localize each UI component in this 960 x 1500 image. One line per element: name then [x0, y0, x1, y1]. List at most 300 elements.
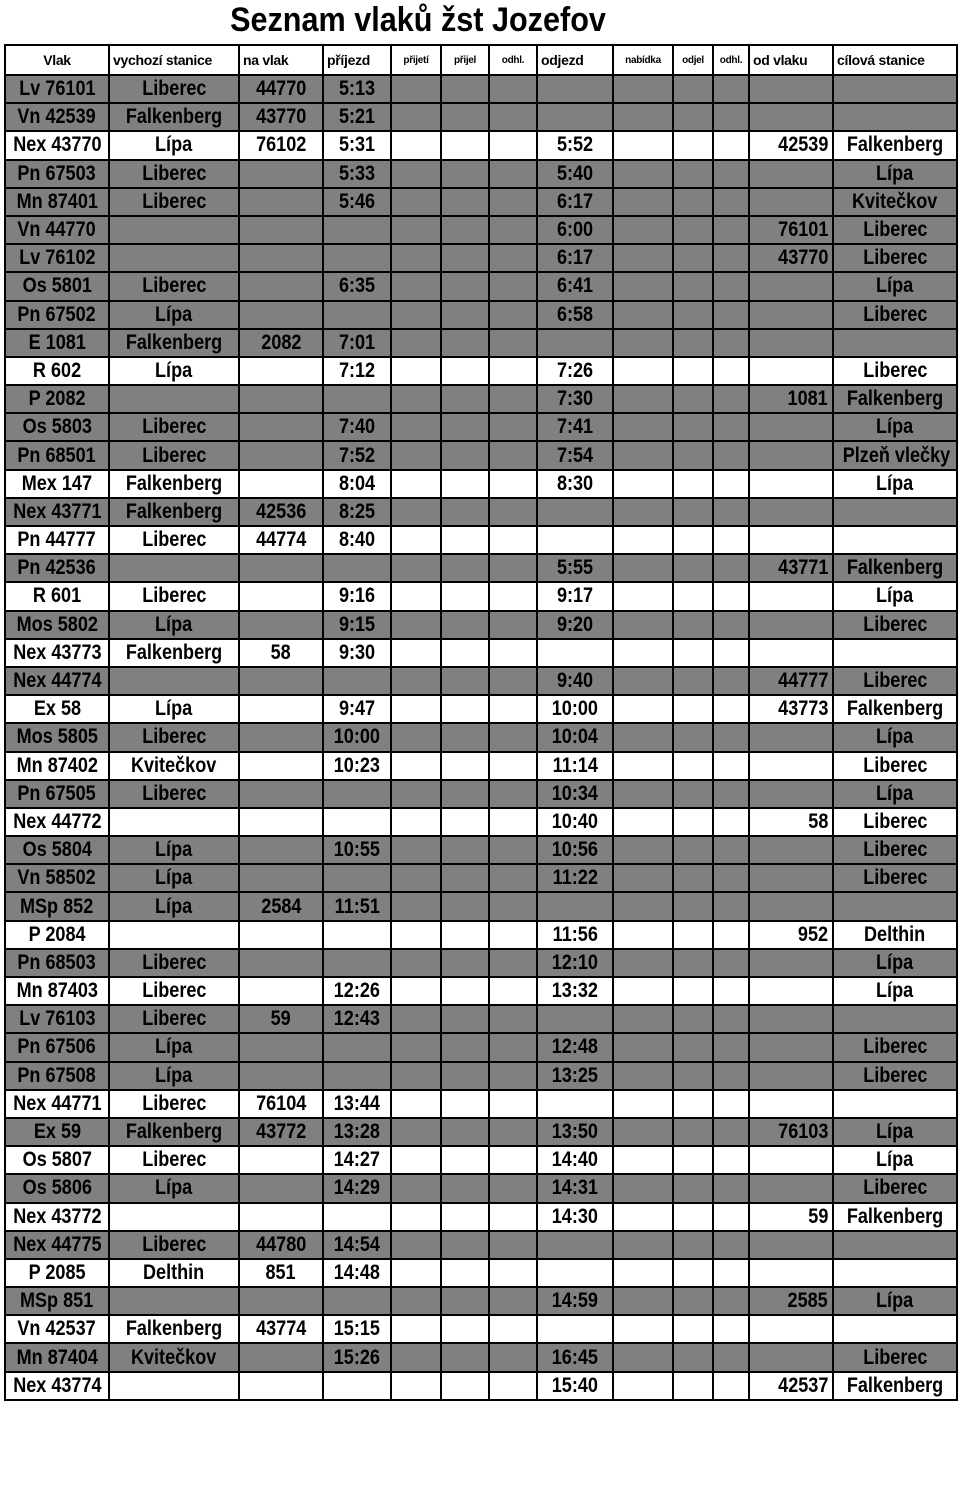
cell-cilova-stanice — [833, 160, 957, 188]
cell-odhl-departure — [713, 329, 749, 357]
cell-na-vlak — [239, 470, 323, 498]
cell-prijel — [441, 244, 489, 272]
cell-na-vlak — [239, 1118, 323, 1146]
cell-odjezd — [537, 357, 613, 385]
cell-odjezd-text: 14:59 — [551, 1289, 599, 1313]
cell-prijezd — [323, 357, 391, 385]
cell-odjezd — [537, 611, 613, 639]
cell-prijeti — [391, 498, 441, 526]
cell-vlak — [5, 949, 109, 977]
cell-cilova-stanice — [833, 1005, 957, 1033]
cell-prijel — [441, 921, 489, 949]
cell-nabidka — [613, 216, 673, 244]
cell-odhl-departure — [713, 667, 749, 695]
cell-na-vlak-text: 58 — [270, 640, 292, 664]
cell-na-vlak-text: 43770 — [255, 105, 307, 129]
cell-od-vlaku — [749, 301, 833, 329]
cell-odjel — [673, 1090, 713, 1118]
cell-odjezd-text: 6:41 — [556, 274, 594, 298]
cell-cilova-stanice — [833, 216, 957, 244]
cell-prijel — [441, 554, 489, 582]
cell-od-vlaku — [749, 1090, 833, 1118]
cell-prijezd — [323, 695, 391, 723]
cell-vlak-text: Pn 67505 — [17, 781, 97, 805]
cell-prijel — [441, 695, 489, 723]
cell-prijezd-text: 7:01 — [338, 330, 376, 354]
cell-prijezd — [323, 1343, 391, 1371]
cell-odhl-arrival — [489, 808, 537, 836]
cell-na-vlak-text: 44770 — [255, 77, 307, 101]
cell-vlak-text: Os 5806 — [22, 1176, 92, 1200]
table-row — [5, 131, 957, 159]
header-prijel: přijel — [441, 45, 489, 75]
cell-nabidka — [613, 1343, 673, 1371]
cell-vlak — [5, 385, 109, 413]
cell-prijezd-text: 12:26 — [333, 979, 381, 1003]
cell-od-vlaku — [749, 864, 833, 892]
cell-od-vlaku — [749, 160, 833, 188]
cell-vychozi-stanice — [109, 752, 239, 780]
cell-odjezd — [537, 752, 613, 780]
cell-prijezd — [323, 1062, 391, 1090]
cell-cilova-stanice — [833, 1062, 957, 1090]
cell-vychozi-stanice — [109, 1343, 239, 1371]
cell-odjel — [673, 582, 713, 610]
cell-vychozi-stanice — [109, 695, 239, 723]
cell-odjezd-text: 14:31 — [551, 1176, 599, 1200]
cell-odjezd-text: 8:30 — [556, 471, 594, 495]
cell-prijezd — [323, 667, 391, 695]
cell-prijezd — [323, 188, 391, 216]
cell-prijezd — [323, 103, 391, 131]
cell-vychozi-stanice — [109, 1062, 239, 1090]
cell-prijezd-text: 8:25 — [338, 499, 376, 523]
cell-nabidka — [613, 554, 673, 582]
cell-vlak — [5, 1033, 109, 1061]
cell-vlak-text: P 2085 — [28, 1260, 86, 1284]
table-row — [5, 1315, 957, 1343]
cell-odhl-departure — [713, 1203, 749, 1231]
cell-vychozi-stanice — [109, 780, 239, 808]
cell-nabidka — [613, 160, 673, 188]
cell-odhl-departure — [713, 272, 749, 300]
cell-odjezd-text: 7:41 — [556, 415, 594, 439]
table-row — [5, 441, 957, 469]
cell-na-vlak — [239, 526, 323, 554]
cell-vlak — [5, 1372, 109, 1400]
cell-nabidka — [613, 1062, 673, 1090]
cell-na-vlak — [239, 301, 323, 329]
cell-cilova-stanice — [833, 1372, 957, 1400]
cell-cilova-stanice-text: Liberec — [862, 669, 928, 693]
cell-vlak — [5, 695, 109, 723]
cell-odjezd-text: 5:52 — [556, 133, 594, 157]
cell-vlak — [5, 1259, 109, 1287]
cell-odhl-arrival — [489, 1005, 537, 1033]
cell-odhl-departure — [713, 836, 749, 864]
table-row — [5, 1033, 957, 1061]
cell-odhl-arrival — [489, 949, 537, 977]
cell-prijeti — [391, 1062, 441, 1090]
cell-prijel — [441, 723, 489, 751]
cell-odhl-arrival — [489, 526, 537, 554]
cell-odjezd — [537, 864, 613, 892]
cell-od-vlaku — [749, 611, 833, 639]
cell-vlak — [5, 1062, 109, 1090]
table-row — [5, 1372, 957, 1400]
cell-vychozi-stanice — [109, 131, 239, 159]
cell-prijeti — [391, 977, 441, 1005]
cell-cilova-stanice — [833, 1287, 957, 1315]
cell-na-vlak — [239, 808, 323, 836]
cell-prijel — [441, 1062, 489, 1090]
cell-cilova-stanice-text: Falkenberg — [846, 1373, 944, 1397]
cell-odjezd — [537, 385, 613, 413]
cell-odjezd — [537, 1174, 613, 1202]
cell-odjezd-text: 6:17 — [556, 246, 594, 270]
cell-prijezd-text: 8:40 — [338, 528, 376, 552]
cell-odhl-departure — [713, 921, 749, 949]
cell-nabidka — [613, 1033, 673, 1061]
cell-cilova-stanice — [833, 244, 957, 272]
cell-vychozi-stanice-text: Delthin — [143, 1260, 205, 1284]
cell-prijezd-text: 5:33 — [338, 161, 376, 185]
cell-vychozi-stanice — [109, 611, 239, 639]
cell-odjel — [673, 103, 713, 131]
cell-vychozi-stanice-text: Liberec — [141, 274, 207, 298]
cell-nabidka — [613, 1231, 673, 1259]
cell-prijeti — [391, 1090, 441, 1118]
cell-prijeti — [391, 272, 441, 300]
cell-vlak — [5, 667, 109, 695]
cell-odjezd-text: 9:40 — [556, 669, 594, 693]
cell-odjezd-text: 14:40 — [551, 1148, 599, 1172]
cell-odjel — [673, 667, 713, 695]
cell-odhl-arrival — [489, 188, 537, 216]
cell-na-vlak — [239, 385, 323, 413]
cell-odhl-departure — [713, 1033, 749, 1061]
cell-odhl-arrival — [489, 75, 537, 103]
cell-prijezd — [323, 385, 391, 413]
cell-odhl-arrival — [489, 977, 537, 1005]
cell-prijeti — [391, 1287, 441, 1315]
cell-cilova-stanice — [833, 921, 957, 949]
cell-odhl-arrival — [489, 723, 537, 751]
table-row — [5, 752, 957, 780]
cell-odhl-departure — [713, 385, 749, 413]
cell-odhl-departure — [713, 1372, 749, 1400]
cell-prijel — [441, 611, 489, 639]
cell-nabidka — [613, 582, 673, 610]
cell-odjezd — [537, 441, 613, 469]
cell-odhl-arrival — [489, 554, 537, 582]
cell-od-vlaku — [749, 949, 833, 977]
cell-prijezd-text: 9:15 — [338, 612, 376, 636]
cell-odjezd-text: 13:32 — [551, 979, 599, 1003]
cell-prijel — [441, 780, 489, 808]
cell-na-vlak — [239, 780, 323, 808]
cell-nabidka — [613, 103, 673, 131]
cell-nabidka — [613, 131, 673, 159]
cell-prijezd-text: 14:48 — [333, 1260, 381, 1284]
cell-odhl-departure — [713, 1118, 749, 1146]
cell-nabidka — [613, 949, 673, 977]
cell-vychozi-stanice-text: Falkenberg — [125, 640, 223, 664]
cell-odjel — [673, 498, 713, 526]
cell-odhl-departure — [713, 582, 749, 610]
cell-odjezd — [537, 160, 613, 188]
cell-od-vlaku-text: 2585 — [787, 1289, 828, 1313]
cell-odjel — [673, 611, 713, 639]
cell-prijel — [441, 329, 489, 357]
cell-cilova-stanice-text: Liberec — [862, 218, 928, 242]
cell-vychozi-stanice — [109, 977, 239, 1005]
cell-odjel — [673, 244, 713, 272]
cell-vychozi-stanice — [109, 441, 239, 469]
cell-prijeti — [391, 441, 441, 469]
table-row — [5, 1090, 957, 1118]
cell-prijezd — [323, 611, 391, 639]
cell-prijezd-text: 14:27 — [333, 1148, 381, 1172]
cell-odhl-departure — [713, 864, 749, 892]
cell-na-vlak — [239, 1259, 323, 1287]
cell-odhl-departure — [713, 75, 749, 103]
cell-prijeti — [391, 1315, 441, 1343]
cell-prijel — [441, 272, 489, 300]
cell-odjezd-text: 11:14 — [552, 753, 598, 777]
cell-odjezd-text: 13:25 — [551, 1063, 599, 1087]
cell-odjezd — [537, 582, 613, 610]
cell-vlak — [5, 1343, 109, 1371]
cell-na-vlak — [239, 723, 323, 751]
cell-prijezd-text: 14:54 — [333, 1232, 381, 1256]
cell-odjel — [673, 272, 713, 300]
cell-odjel — [673, 1174, 713, 1202]
cell-od-vlaku — [749, 131, 833, 159]
cell-vychozi-stanice — [109, 329, 239, 357]
cell-vychozi-stanice — [109, 244, 239, 272]
cell-vlak — [5, 836, 109, 864]
cell-vlak-text: Os 5801 — [22, 274, 92, 298]
header-row — [5, 45, 957, 75]
cell-vychozi-stanice — [109, 892, 239, 920]
cell-vlak-text: Vn 58502 — [17, 866, 97, 890]
cell-cilova-stanice-text: Liberec — [862, 1035, 928, 1059]
table-row — [5, 667, 957, 695]
cell-vlak-text: Pn 67508 — [17, 1063, 97, 1087]
cell-prijeti — [391, 921, 441, 949]
cell-vlak — [5, 977, 109, 1005]
cell-prijel — [441, 864, 489, 892]
cell-prijeti — [391, 892, 441, 920]
cell-od-vlaku — [749, 554, 833, 582]
cell-odjel — [673, 75, 713, 103]
cell-nabidka — [613, 864, 673, 892]
cell-cilova-stanice — [833, 498, 957, 526]
cell-cilova-stanice — [833, 75, 957, 103]
cell-prijel — [441, 216, 489, 244]
cell-odjel — [673, 864, 713, 892]
cell-prijezd — [323, 921, 391, 949]
table-row — [5, 498, 957, 526]
cell-na-vlak — [239, 1062, 323, 1090]
cell-odjezd — [537, 780, 613, 808]
cell-prijezd — [323, 216, 391, 244]
cell-vlak — [5, 329, 109, 357]
cell-vlak-text: Mn 87404 — [16, 1345, 98, 1369]
cell-odhl-departure — [713, 1343, 749, 1371]
table-row — [5, 1146, 957, 1174]
cell-od-vlaku — [749, 103, 833, 131]
cell-vlak-text: Lv 76103 — [18, 1007, 96, 1031]
cell-vlak-text: Mex 147 — [21, 471, 93, 495]
cell-vychozi-stanice — [109, 949, 239, 977]
cell-cilova-stanice — [833, 780, 957, 808]
cell-prijel — [441, 160, 489, 188]
cell-prijeti — [391, 1005, 441, 1033]
cell-odjezd-text: 10:34 — [551, 781, 599, 805]
cell-cilova-stanice-text: Lípa — [876, 1148, 914, 1172]
cell-vlak — [5, 188, 109, 216]
cell-vlak — [5, 498, 109, 526]
cell-vlak-text: Nex 44775 — [13, 1232, 102, 1256]
cell-vychozi-stanice — [109, 582, 239, 610]
cell-vlak — [5, 526, 109, 554]
cell-od-vlaku — [749, 470, 833, 498]
table-row — [5, 272, 957, 300]
cell-odjezd-text: 6:58 — [556, 302, 594, 326]
cell-vychozi-stanice-text: Liberec — [141, 528, 207, 552]
table-row — [5, 582, 957, 610]
cell-vlak-text: Pn 67506 — [17, 1035, 97, 1059]
cell-odjel — [673, 216, 713, 244]
cell-nabidka — [613, 75, 673, 103]
cell-cilova-stanice-text: Liberec — [862, 1176, 928, 1200]
cell-odhl-departure — [713, 1315, 749, 1343]
cell-vychozi-stanice-text: Lípa — [155, 133, 193, 157]
table-row — [5, 808, 957, 836]
cell-nabidka — [613, 1146, 673, 1174]
cell-na-vlak — [239, 75, 323, 103]
cell-nabidka — [613, 1118, 673, 1146]
cell-vychozi-stanice — [109, 216, 239, 244]
cell-prijezd-text: 15:15 — [333, 1317, 381, 1341]
cell-prijel — [441, 1231, 489, 1259]
cell-prijezd — [323, 413, 391, 441]
timetable-body — [5, 75, 957, 1400]
cell-vychozi-stanice-text: Falkenberg — [125, 1120, 223, 1144]
cell-cilova-stanice — [833, 131, 957, 159]
cell-vychozi-stanice — [109, 1174, 239, 1202]
cell-prijezd-text: 11:51 — [334, 894, 380, 918]
cell-vlak-text: Pn 42536 — [17, 556, 97, 580]
cell-prijeti — [391, 1174, 441, 1202]
cell-vlak-text: Nex 43772 — [13, 1204, 102, 1228]
cell-odjel — [673, 1372, 713, 1400]
cell-vychozi-stanice-text: Liberec — [141, 979, 207, 1003]
cell-vychozi-stanice-text: Liberec — [141, 161, 207, 185]
cell-odjezd — [537, 1203, 613, 1231]
cell-vychozi-stanice-text: Liberec — [141, 1148, 207, 1172]
cell-na-vlak-text: 42536 — [255, 499, 307, 523]
cell-prijel — [441, 808, 489, 836]
cell-cilova-stanice — [833, 357, 957, 385]
table-row — [5, 357, 957, 385]
cell-od-vlaku — [749, 695, 833, 723]
cell-cilova-stanice — [833, 103, 957, 131]
cell-odjezd — [537, 1372, 613, 1400]
cell-vlak-text: P 2082 — [28, 387, 86, 411]
cell-odhl-arrival — [489, 272, 537, 300]
cell-odjezd — [537, 216, 613, 244]
table-row — [5, 413, 957, 441]
cell-vlak-text: Pn 67502 — [17, 302, 97, 326]
cell-odhl-departure — [713, 188, 749, 216]
cell-odjezd — [537, 1062, 613, 1090]
cell-od-vlaku — [749, 1287, 833, 1315]
cell-prijeti — [391, 1231, 441, 1259]
cell-vlak — [5, 921, 109, 949]
cell-vychozi-stanice-text: Lípa — [155, 838, 193, 862]
cell-odjel — [673, 695, 713, 723]
cell-prijezd — [323, 892, 391, 920]
cell-prijel — [441, 131, 489, 159]
cell-prijezd — [323, 470, 391, 498]
cell-na-vlak-text: 44780 — [255, 1232, 307, 1256]
cell-prijel — [441, 1118, 489, 1146]
cell-cilova-stanice — [833, 1090, 957, 1118]
cell-vlak — [5, 752, 109, 780]
cell-nabidka — [613, 1005, 673, 1033]
cell-vlak — [5, 357, 109, 385]
cell-prijezd-text: 8:04 — [338, 471, 376, 495]
cell-cilova-stanice-text: Falkenberg — [846, 1204, 944, 1228]
cell-od-vlaku-text: 42539 — [777, 133, 828, 157]
cell-nabidka — [613, 921, 673, 949]
cell-odhl-departure — [713, 160, 749, 188]
cell-odhl-departure — [713, 1062, 749, 1090]
cell-odjezd — [537, 526, 613, 554]
cell-prijezd — [323, 639, 391, 667]
cell-odjel — [673, 977, 713, 1005]
cell-cilova-stanice-text: Liberec — [862, 1345, 928, 1369]
cell-odhl-departure — [713, 216, 749, 244]
cell-vychozi-stanice — [109, 470, 239, 498]
cell-na-vlak — [239, 864, 323, 892]
cell-cilova-stanice-text: Liberec — [862, 838, 928, 862]
cell-cilova-stanice — [833, 582, 957, 610]
cell-od-vlaku — [749, 526, 833, 554]
cell-prijezd-text: 10:55 — [333, 838, 381, 862]
table-row — [5, 329, 957, 357]
cell-vychozi-stanice-text: Lípa — [155, 612, 193, 636]
cell-odhl-departure — [713, 949, 749, 977]
cell-cilova-stanice — [833, 892, 957, 920]
cell-vychozi-stanice-text: Liberec — [141, 950, 207, 974]
cell-prijel — [441, 1146, 489, 1174]
cell-na-vlak-text: 44774 — [255, 528, 307, 552]
train-timetable — [4, 44, 958, 1401]
table-row — [5, 385, 957, 413]
cell-odhl-arrival — [489, 1174, 537, 1202]
cell-prijeti — [391, 554, 441, 582]
cell-odjel — [673, 301, 713, 329]
cell-cilova-stanice-text: Lípa — [876, 161, 914, 185]
cell-vlak-text: Lv 76101 — [18, 77, 96, 101]
cell-vychozi-stanice — [109, 160, 239, 188]
cell-odjezd-text: 5:55 — [556, 556, 594, 580]
cell-od-vlaku-text: 44777 — [777, 669, 828, 693]
